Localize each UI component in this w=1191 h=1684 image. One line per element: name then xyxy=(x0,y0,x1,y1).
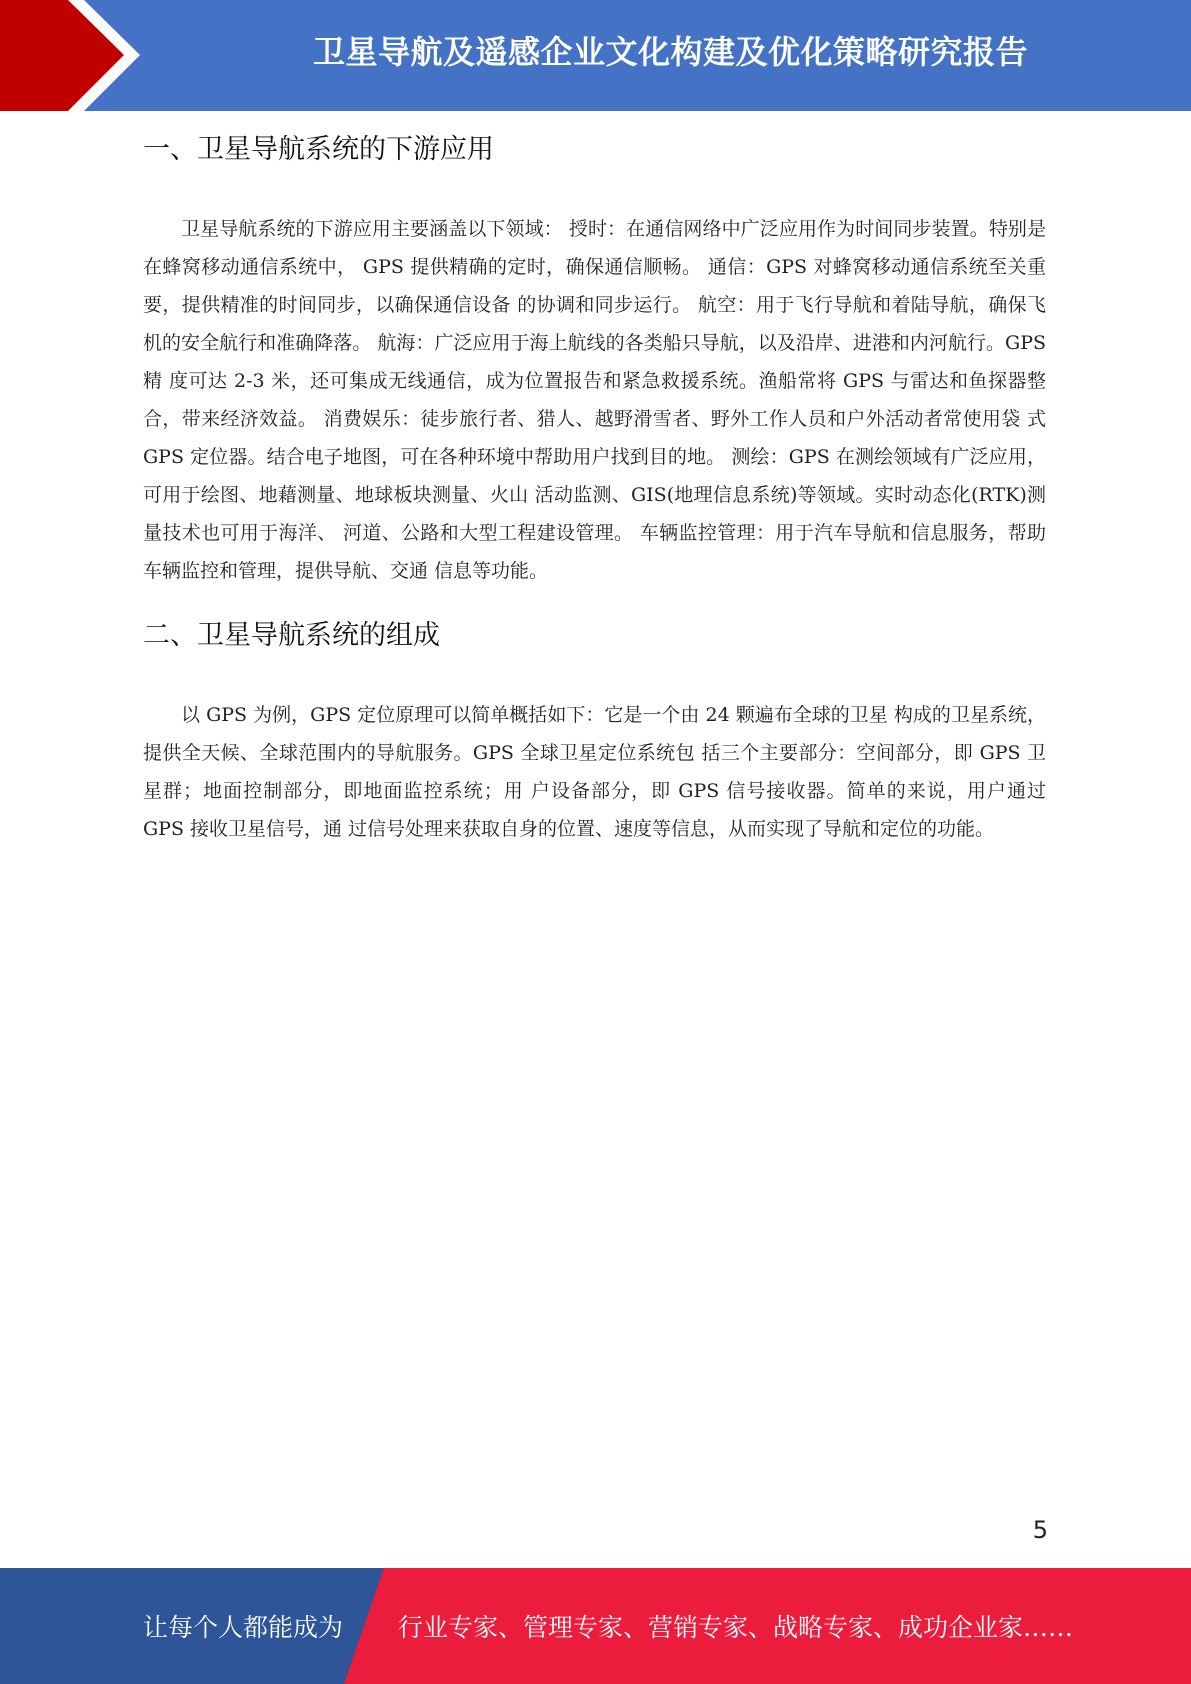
header-banner xyxy=(0,0,1191,111)
section-heading-downstream: 一、卫星导航系统的下游应用 xyxy=(143,134,494,165)
footer-banner xyxy=(0,1568,1191,1684)
section-paragraph-composition: 以 GPS 为例，GPS 定位原理可以简单概括如下：它是一个由 24 颗遍布全球的卫星 构成的卫星系统，提供全天候、全球范围内的导航服务。GPS 全球卫星定位系统包 括三个主要部分：空间部分，即 GPS 卫星群；地面控制部分，即地面监控系统；用 户设备部分，即 GPS 信号接收器。简单的来说，用户通过 GPS 接收卫星信号，通 过信号处理来获取自身的位置、速度等信息，从而实现了导航和定位的功能。 xyxy=(143,704,1046,840)
header-arrow-decoration xyxy=(0,0,160,111)
page-number: 5 xyxy=(1032,1516,1048,1544)
report-title: 卫星导航及遥感企业文化构建及优化策略研究报告 xyxy=(312,33,1028,71)
section-paragraph-downstream: 卫星导航系统的下游应用主要涵盖以下领域： 授时：在通信网络中广泛应用作为时间同步装置。特别是在蜂窝移动通信系统中， GPS 提供精确的定时，确保通信顺畅。 通信：GPS 对蜂窝移动通信系统至关重要，提供精准的时间同步，以确保通信设备 的协调和同步运行。 航空：用于飞行导航和着陆导航，确保飞机的安全航行和准确降落。 航海：广泛应用于海上航线的各类船只导航，以及沿岸、进港和内河航行。GPS 精 度可达 2-3 米，还可集成无线通信，成为位置报告和紧急救援系统。渔船常将 GPS 与雷达和鱼探器整合，带来经济效益。 消费娱乐：徒步旅行者、猎人、越野滑雪者、野外工作人员和户外活动者常使用袋 式 GPS 定位器。结合电子地图，可在各种环境中帮助用户找到目的地。 测绘：GPS 在测绘领域有广泛应用，可用于绘图、地藉测量、地球板块测量、火山 活动监测、GIS(地理信息系统)等领域。实时动态化(RTK)测量技术也可用于海洋、 河道、公路和大型工程建设管理。 车辆监控管理：用于汽车导航和信息服务，帮助车辆监控和管理，提供导航、交通 信息等功能。 xyxy=(143,218,1046,582)
section-heading-composition: 二、卫星导航系统的组成 xyxy=(143,620,440,651)
footer-slogan-left: 让每个人都能成为 xyxy=(143,1613,344,1642)
footer-slogan-right: 行业专家、管理专家、营销专家、战略专家、成功企业家…… xyxy=(398,1613,1074,1642)
main-content xyxy=(143,120,1046,848)
